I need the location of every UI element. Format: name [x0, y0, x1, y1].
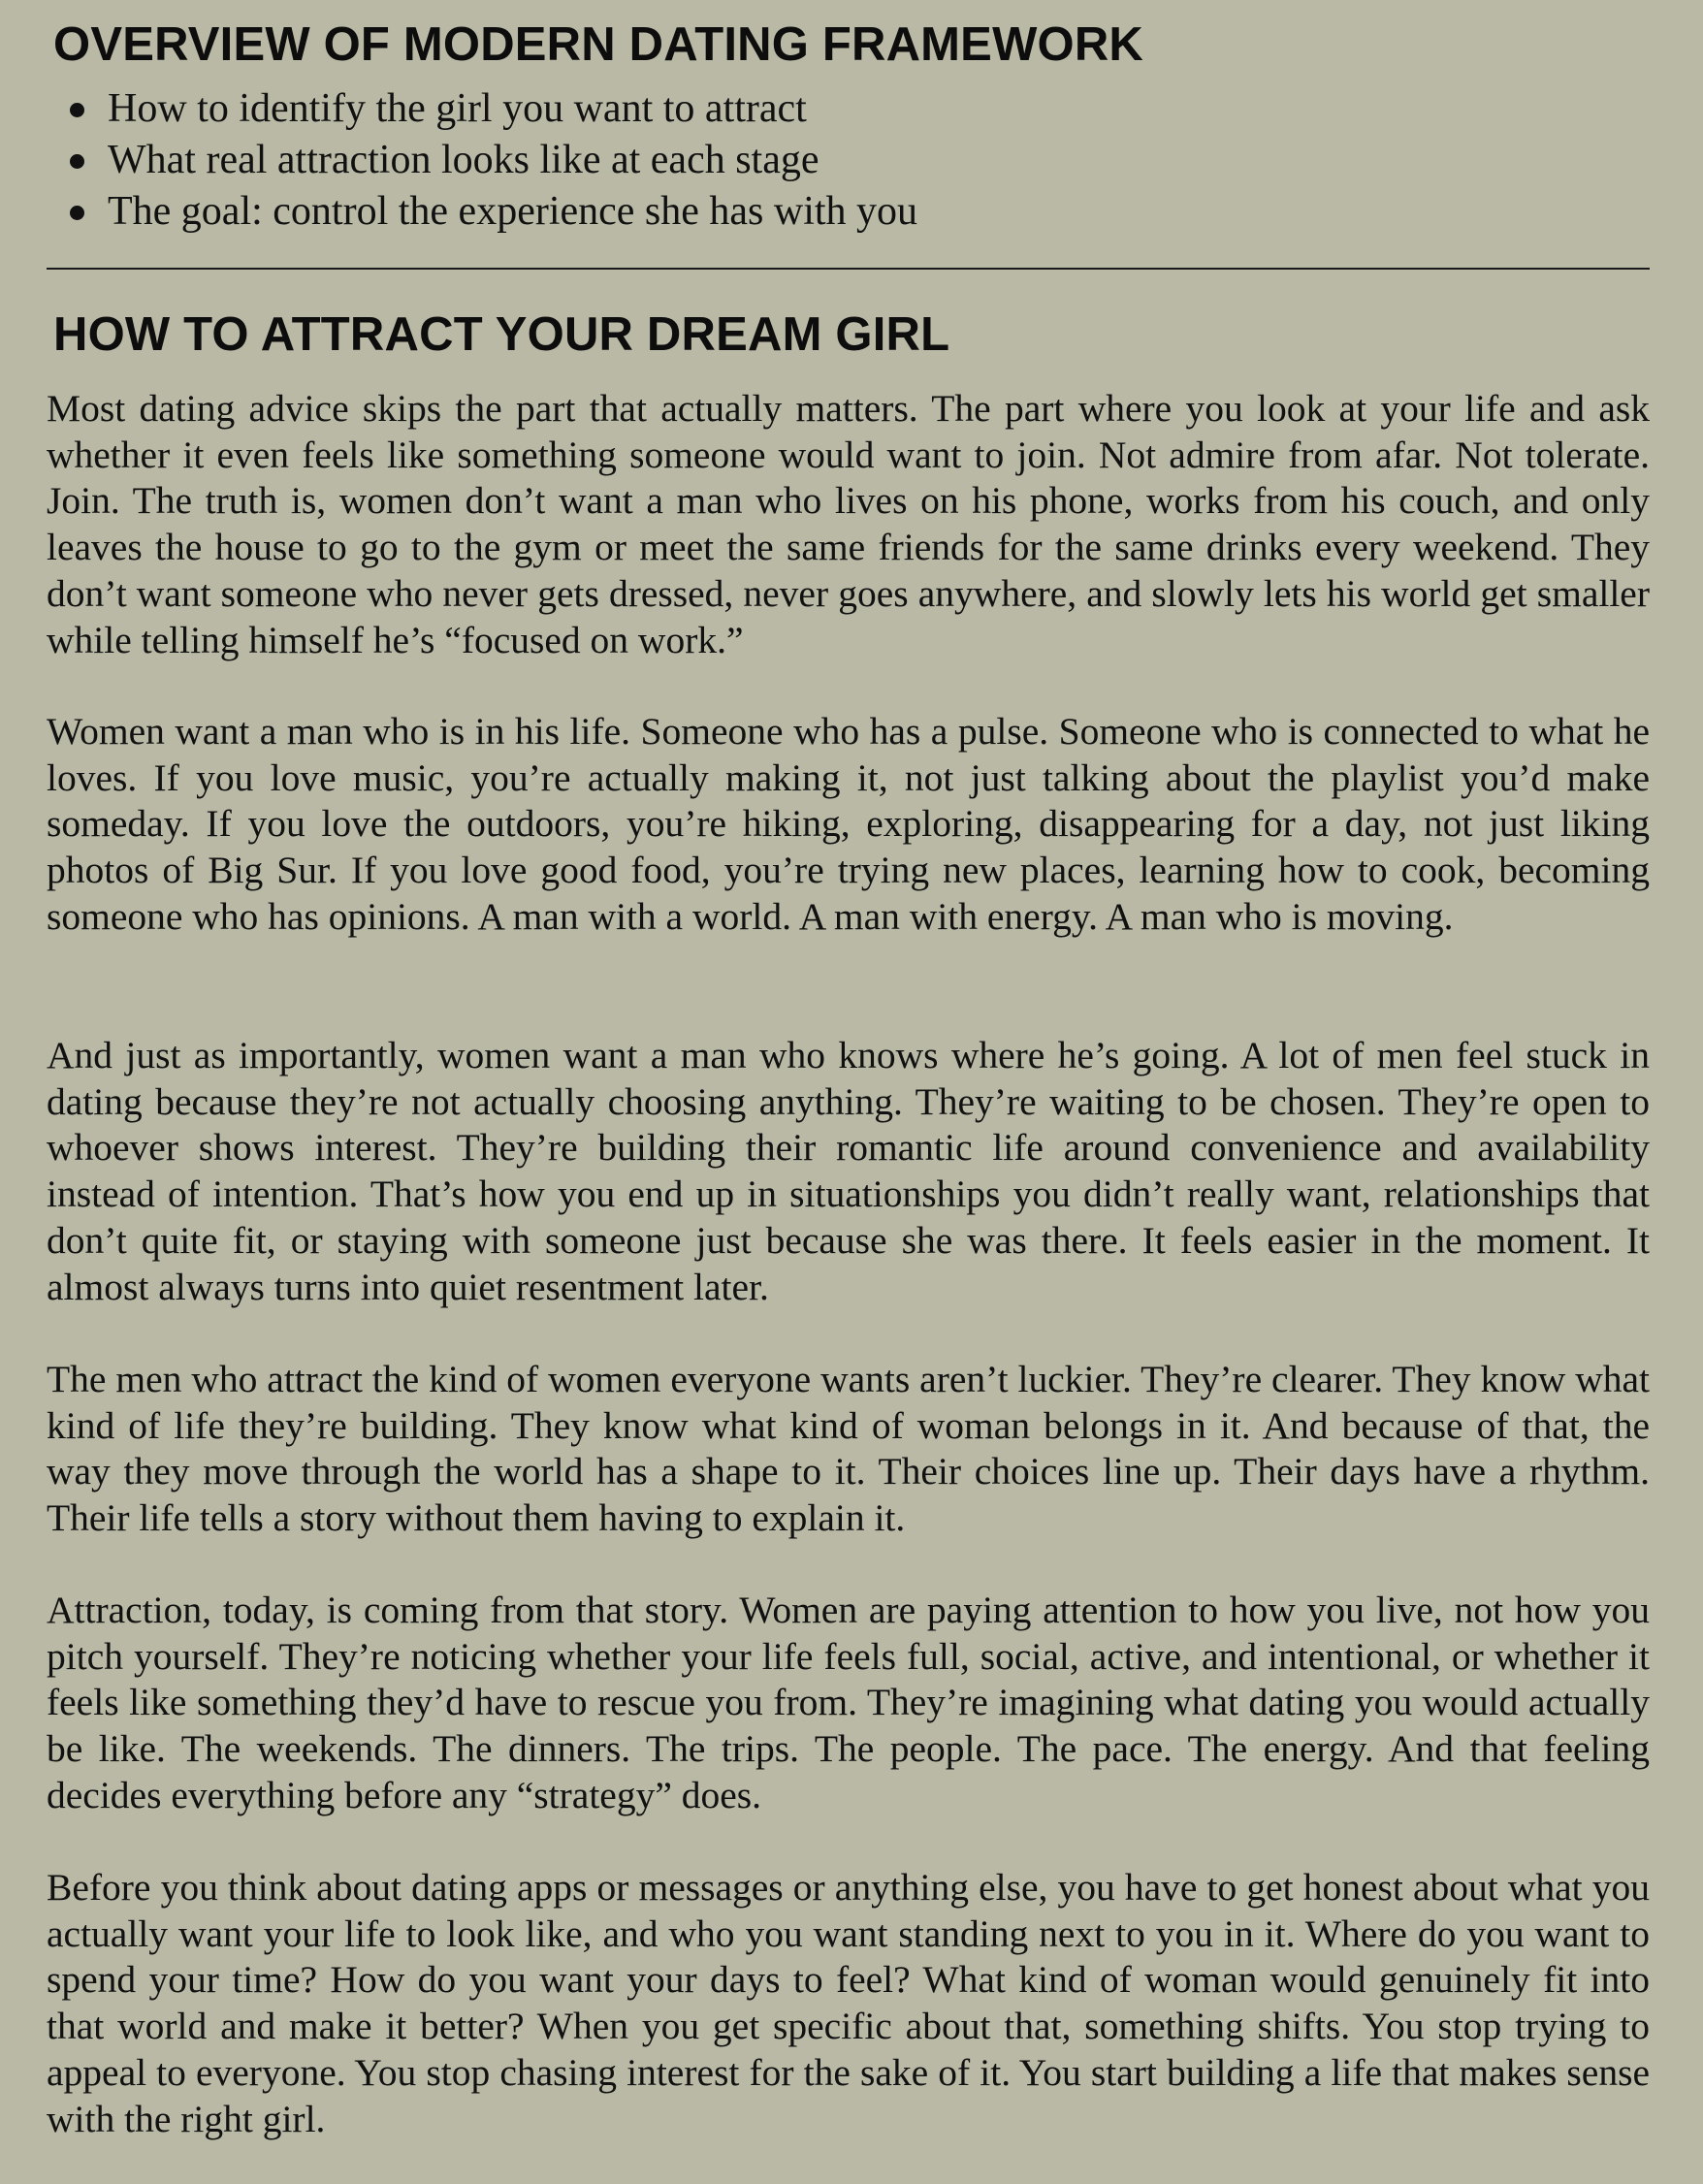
body-paragraph: Before you think about dating apps or messages or anything else, you have to get honest about what you actually want your life to look like, and who you want standing next to you in it. Where do you want to spend your time? How do you want your days to feel? What kind of woman would genuinely fit into that world and make it better? When you get specific about that, something shifts. You stop trying to appeal to everyone. You stop chasing interest for the sake of it. You start building a life that makes sense with the right girl. [47, 1866, 1650, 2140]
body-paragraph: The men who attract the kind of women everyone wants aren’t luckier. They’re clearer. They know what kind of life they’re building. They know what kind of woman belongs in it. And because of that, the way they move through the world has a shape to it. Their choices line up. Their days have a rhythm. Their life tells a story without them having to explain it. [47, 1358, 1650, 1540]
bullet-item [47, 83, 917, 135]
bullet-text: The goal: control the experience she has with you [108, 189, 918, 234]
bullet-icon [70, 206, 84, 220]
bullet-item [47, 186, 917, 238]
body-paragraph: Most dating advice skips the part that actually matters. The part where you look at your life and ask whether it even feels like something someone would want to join. Not admire from afar. Not tolerate. Join. The truth is, women don’t want a man who lives on his phone, works from his couch, and only leaves the house to go to the gym or meet the same friends for the same drinks every weekend. They don’t want someone who never gets dressed, never goes anywhere, and slowly lets his world get smaller while telling himself he’s “focused on work.” [47, 387, 1650, 661]
body-paragraph: And just as importantly, women want a man who knows where he’s going. A lot of men feel stuck in dating because they’re not actually choosing anything. They’re waiting to be chosen. They’re open to whoever shows interest. They’re building their romantic life around convenience and availability instead of intention. That’s how you end up in situationships you didn’t really want, relationships that don’t quite fit, or staying with someone just because she was there. It feels easier in the moment. It almost always turns into quiet resentment later. [47, 1034, 1650, 1308]
bullet-item [47, 135, 917, 186]
bullet-icon [70, 103, 84, 117]
body-paragraph: Women want a man who is in his life. Someone who has a pulse. Someone who is connected to what he loves. If you love music, you’re actually making it, not just talking about the playlist you’d make someday. If you love the outdoors, you’re hiking, exploring, disappearing for a day, not just liking photos of Big Sur. If you love good food, you’re trying new places, learning how to cook, becoming someone who has opinions. A man with a world. A man with energy. A man who is moving. [47, 710, 1650, 938]
section-divider [47, 268, 1650, 270]
overview-heading: OVERVIEW OF MODERN DATING FRAMEWORK [53, 18, 1143, 71]
bullet-icon [70, 154, 84, 169]
bullet-text: What real attraction looks like at each stage [108, 138, 819, 182]
body-paragraph: Attraction, today, is coming from that story. Women are paying attention to how you live, not how you pitch yourself. They’re noticing whether your life feels full, social, active, and intentional, or whether it feels like something they’d have to rescue you from. They’re imagining what dating you would actually be like. The weekends. The dinners. The trips. The people. The pace. The energy. And that feeling decides everything before any “strategy” does. [47, 1589, 1650, 1816]
bullet-text: How to identify the girl you want to attract [108, 86, 807, 131]
section-heading: HOW TO ATTRACT YOUR DREAM GIRL [53, 308, 950, 361]
overview-bullet-list [47, 83, 917, 238]
